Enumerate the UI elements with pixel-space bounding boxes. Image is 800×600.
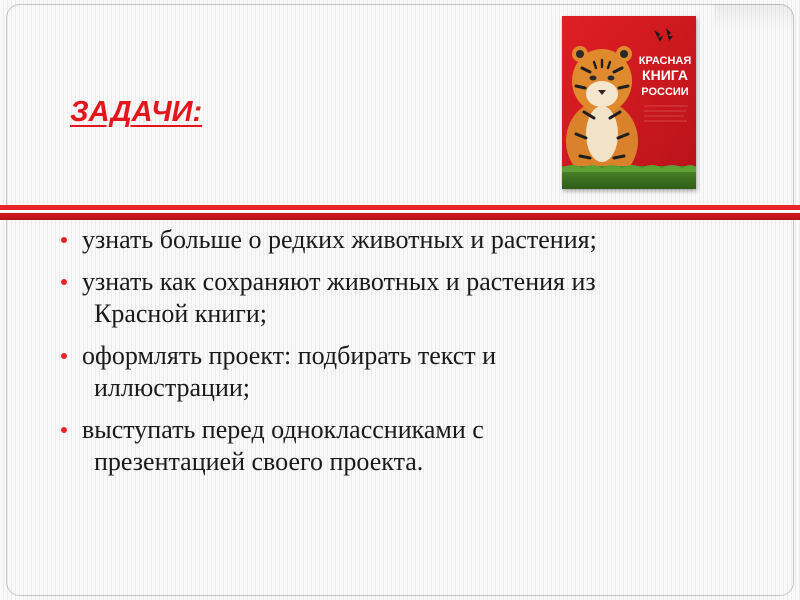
task-list [58, 224, 758, 488]
task-text-continuation: Красной книги; [94, 299, 268, 328]
task-item [58, 414, 758, 478]
task-item [58, 266, 758, 330]
bullet-dot-icon [61, 427, 67, 433]
bullet-dot-icon [61, 353, 67, 359]
bullet-dot-icon [61, 237, 67, 243]
task-text-continuation: презентацией своего проекта. [94, 447, 424, 476]
tiger-illustration [566, 46, 638, 181]
book-title-line1: КРАСНАЯ [638, 55, 692, 67]
book-title-line3: РОССИИ [641, 86, 689, 98]
task-item [58, 340, 758, 404]
task-text: оформлять проект: подбирать текст и [82, 341, 497, 370]
slide-title: ЗАДАЧИ: [70, 96, 203, 128]
task-text: узнать как сохраняют животных и растения из [82, 267, 596, 296]
task-item [58, 224, 758, 256]
red-book-cover-image [562, 16, 696, 189]
bullet-dot-icon [61, 279, 67, 285]
task-text-continuation: иллюстрации; [94, 373, 251, 402]
accent-band-bottom [0, 213, 800, 220]
book-title-line2: КНИГА [642, 67, 688, 83]
task-text: узнать больше о редких животных и растения; [82, 225, 597, 254]
corner-shade [714, 4, 794, 28]
task-text: выступать перед одноклассниками с [82, 415, 484, 444]
